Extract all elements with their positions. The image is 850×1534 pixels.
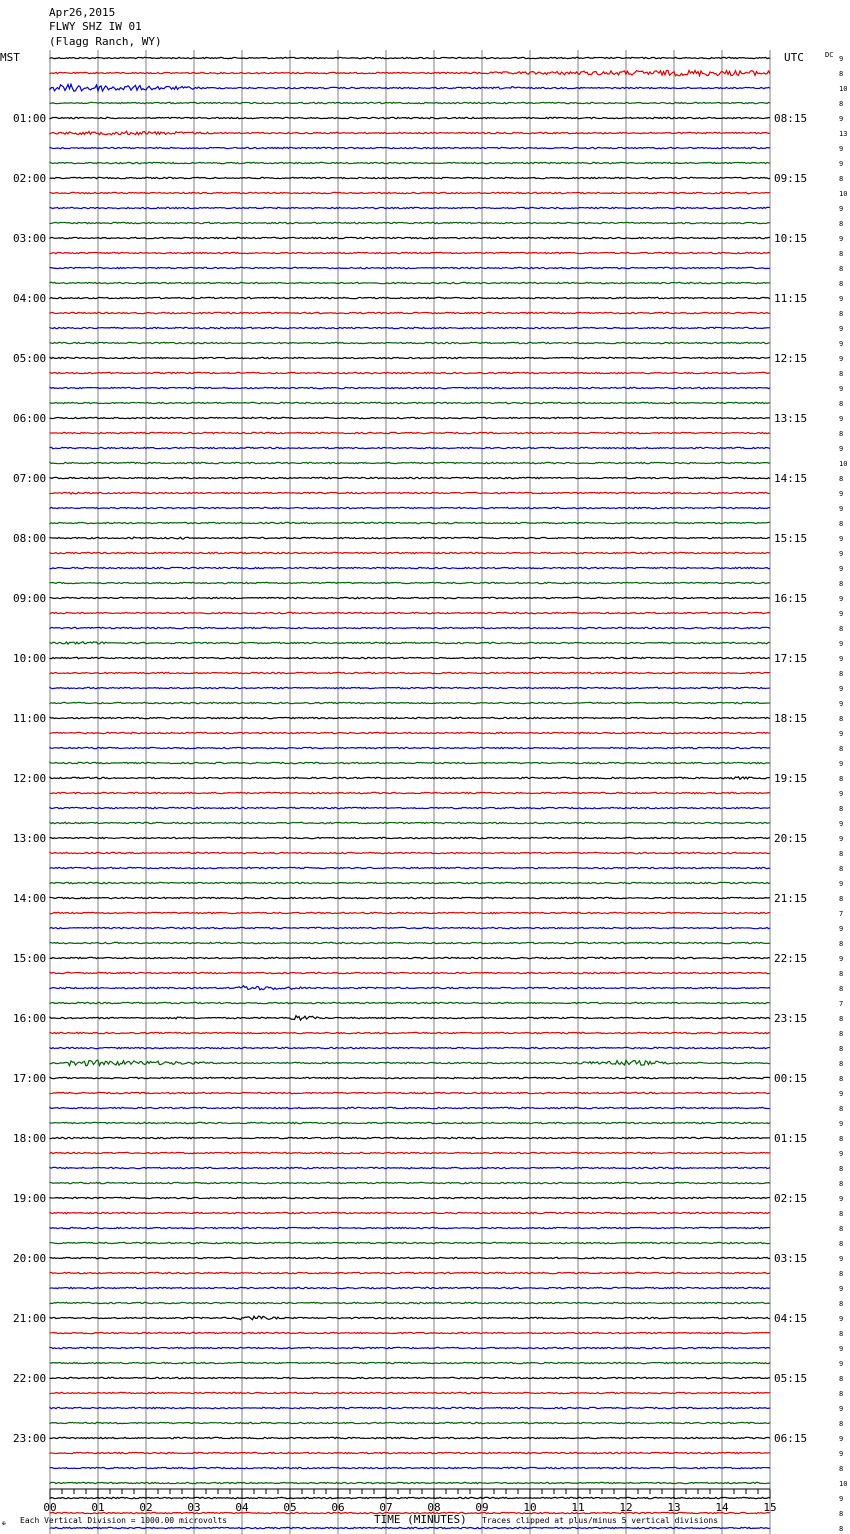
scale-value: 9 bbox=[839, 1450, 844, 1458]
right-hour-label: 05:15 bbox=[774, 1372, 808, 1385]
left-hour-label: 23:00 bbox=[13, 1432, 47, 1445]
right-hour-label: 19:15 bbox=[774, 772, 808, 785]
trace-line bbox=[50, 1092, 770, 1093]
trace-line bbox=[50, 837, 770, 838]
trace-line bbox=[50, 882, 770, 883]
trace-line bbox=[50, 552, 770, 553]
trace-line bbox=[50, 642, 770, 645]
scale-value: 9 bbox=[839, 835, 844, 843]
scale-value: 7 bbox=[839, 1000, 844, 1008]
header-station: FLWY SHZ IW 01 bbox=[49, 20, 142, 33]
right-hour-label: 04:15 bbox=[774, 1312, 808, 1325]
trace-line bbox=[50, 1197, 770, 1198]
dc-label: DC bbox=[825, 51, 834, 59]
scale-value: 8 bbox=[839, 70, 844, 78]
scale-value: 8 bbox=[839, 1075, 844, 1083]
x-tick-label: 14 bbox=[715, 1501, 729, 1514]
trace-line bbox=[50, 1077, 770, 1078]
trace-line bbox=[50, 912, 770, 913]
trace-line bbox=[50, 702, 770, 703]
trace-line bbox=[50, 267, 770, 268]
clip-note: Traces clipped at plus/minus 5 vertical divisions bbox=[482, 1516, 719, 1525]
x-tick-label: 13 bbox=[667, 1501, 681, 1514]
scale-value: 8 bbox=[839, 1210, 844, 1218]
trace-line bbox=[50, 852, 770, 853]
trace-line bbox=[50, 70, 770, 75]
scale-value: 9 bbox=[839, 385, 844, 393]
trace-line bbox=[50, 1152, 770, 1153]
scale-value: 8 bbox=[839, 1060, 844, 1068]
left-hour-label: 11:00 bbox=[13, 712, 47, 725]
trace-line bbox=[50, 1016, 770, 1020]
right-hour-label: 10:15 bbox=[774, 232, 808, 245]
trace-line bbox=[50, 1422, 770, 1423]
trace-line bbox=[50, 357, 770, 358]
vertical-division-note: Each Vertical Division = 1000.00 microvolts bbox=[20, 1516, 228, 1525]
left-hour-label: 13:00 bbox=[13, 832, 47, 845]
scale-value: 8 bbox=[839, 430, 844, 438]
right-hour-label: 21:15 bbox=[774, 892, 808, 905]
trace-line bbox=[50, 492, 770, 494]
left-hour-label: 10:00 bbox=[13, 652, 47, 665]
trace-line bbox=[50, 432, 770, 433]
left-hour-label: 02:00 bbox=[13, 172, 47, 185]
left-hour-label: 05:00 bbox=[13, 352, 47, 365]
x-axis bbox=[43, 1489, 776, 1514]
scale-value: 9 bbox=[839, 1255, 844, 1263]
scale-value: 8 bbox=[839, 1300, 844, 1308]
trace-line bbox=[50, 1227, 770, 1228]
trace-line bbox=[50, 1047, 770, 1048]
trace-line bbox=[50, 957, 770, 958]
trace-line bbox=[50, 1407, 770, 1408]
scale-value: 8 bbox=[839, 1225, 844, 1233]
scale-value: 8 bbox=[839, 625, 844, 633]
scale-value: 8 bbox=[839, 400, 844, 408]
x-tick-label: 06 bbox=[331, 1501, 345, 1514]
scale-value: 8 bbox=[839, 1375, 844, 1383]
x-tick-label: 09 bbox=[475, 1501, 489, 1514]
trace-line bbox=[50, 147, 770, 148]
right-hour-label: 22:15 bbox=[774, 952, 808, 965]
x-tick-label: 01 bbox=[91, 1501, 105, 1514]
trace-line bbox=[50, 1182, 770, 1183]
x-tick-label: 02 bbox=[139, 1501, 153, 1514]
trace-line bbox=[50, 282, 770, 283]
right-hour-label: 14:15 bbox=[774, 472, 808, 485]
scale-value: 9 bbox=[839, 490, 844, 498]
trace-line bbox=[50, 747, 770, 748]
trace-line bbox=[50, 57, 770, 58]
x-tick-label: 15 bbox=[763, 1501, 777, 1514]
trace-line bbox=[50, 582, 770, 583]
left-hour-label: 07:00 bbox=[13, 472, 47, 485]
header-location: (Flagg Ranch, WY) bbox=[49, 35, 162, 48]
scale-value: 8 bbox=[839, 940, 844, 948]
right-hour-label: 03:15 bbox=[774, 1252, 808, 1265]
trace-line bbox=[50, 1242, 770, 1243]
trace-line bbox=[50, 1002, 770, 1003]
trace-line bbox=[50, 627, 770, 628]
trace-line bbox=[50, 222, 770, 223]
x-tick-label: 12 bbox=[619, 1501, 633, 1514]
left-hour-label: 22:00 bbox=[13, 1372, 47, 1385]
header-date: Apr26,2015 bbox=[49, 6, 116, 19]
trace-line bbox=[50, 1452, 770, 1453]
scale-value: 8 bbox=[839, 250, 844, 258]
left-hour-label: 06:00 bbox=[13, 412, 47, 425]
scale-value: 8 bbox=[839, 1015, 844, 1023]
trace-line bbox=[50, 1316, 770, 1320]
scale-value: 9 bbox=[839, 760, 844, 768]
scale-value: 9 bbox=[839, 700, 844, 708]
scale-value: 8 bbox=[839, 970, 844, 978]
scale-value: 8 bbox=[839, 1180, 844, 1188]
trace-line bbox=[50, 192, 770, 193]
trace-line bbox=[50, 1302, 770, 1303]
scale-value: 9 bbox=[839, 115, 844, 123]
scale-value: 8 bbox=[839, 715, 844, 723]
left-hour-label: 03:00 bbox=[13, 232, 47, 245]
trace-line bbox=[50, 927, 770, 928]
trace-line bbox=[50, 986, 770, 990]
trace-line bbox=[50, 522, 770, 523]
trace-line bbox=[50, 1467, 770, 1468]
scale-value: 9 bbox=[839, 1495, 844, 1503]
right-hour-label: 20:15 bbox=[774, 832, 808, 845]
trace-line bbox=[50, 1060, 770, 1066]
scale-value: 8 bbox=[839, 1510, 844, 1518]
trace-line bbox=[50, 612, 770, 613]
scale-value: 13 bbox=[839, 130, 848, 138]
trace-line bbox=[50, 597, 770, 598]
left-hour-label: 01:00 bbox=[13, 112, 47, 125]
scale-value: 9 bbox=[839, 535, 844, 543]
scale-value: 8 bbox=[839, 1270, 844, 1278]
trace-line bbox=[50, 762, 770, 763]
trace-line bbox=[50, 1332, 770, 1333]
trace-line bbox=[50, 372, 770, 373]
trace-line bbox=[50, 717, 770, 718]
left-hour-label: 12:00 bbox=[13, 772, 47, 785]
scale-value: 9 bbox=[839, 1435, 844, 1443]
trace-line bbox=[50, 897, 770, 898]
trace-line bbox=[50, 1257, 770, 1258]
right-hour-label: 09:15 bbox=[774, 172, 808, 185]
scale-value: 8 bbox=[839, 475, 844, 483]
x-tick-label: 00 bbox=[43, 1501, 57, 1514]
trace-line bbox=[50, 84, 770, 91]
left-hour-label: 08:00 bbox=[13, 532, 47, 545]
left-hour-label: 15:00 bbox=[13, 952, 47, 965]
trace-line bbox=[50, 1212, 770, 1213]
scale-value: 9 bbox=[839, 820, 844, 828]
right-hour-label: 01:15 bbox=[774, 1132, 808, 1145]
right-hour-label: 00:15 bbox=[774, 1072, 808, 1085]
corner-mark: ✠ bbox=[2, 1520, 6, 1527]
trace-line bbox=[50, 1107, 770, 1108]
scale-value: 8 bbox=[839, 580, 844, 588]
scale-value: 8 bbox=[839, 1030, 844, 1038]
scale-value: 9 bbox=[839, 415, 844, 423]
trace-line bbox=[50, 237, 770, 238]
trace-line bbox=[50, 117, 770, 118]
scale-value: 8 bbox=[839, 1390, 844, 1398]
trace-line bbox=[50, 207, 770, 208]
scale-value: 8 bbox=[839, 1165, 844, 1173]
x-tick-label: 10 bbox=[523, 1501, 537, 1514]
scale-value: 8 bbox=[839, 1045, 844, 1053]
left-hour-label: 14:00 bbox=[13, 892, 47, 905]
scale-value: 9 bbox=[839, 1405, 844, 1413]
right-hour-label: 11:15 bbox=[774, 292, 808, 305]
trace-line bbox=[50, 252, 770, 253]
scale-value: 9 bbox=[839, 145, 844, 153]
left-hour-label: 19:00 bbox=[13, 1192, 47, 1205]
scale-value: 9 bbox=[839, 925, 844, 933]
right-hour-label: 16:15 bbox=[774, 592, 808, 605]
trace-line bbox=[50, 792, 770, 793]
scale-value: 7 bbox=[839, 910, 844, 918]
trace-line bbox=[50, 327, 770, 328]
trace-line bbox=[50, 1392, 770, 1393]
right-hour-label: 12:15 bbox=[774, 352, 808, 365]
scale-value: 9 bbox=[839, 340, 844, 348]
scale-value: 8 bbox=[839, 670, 844, 678]
scale-value: 9 bbox=[839, 610, 844, 618]
scale-value: 8 bbox=[839, 850, 844, 858]
scale-value: 8 bbox=[839, 805, 844, 813]
scale-value: 8 bbox=[839, 895, 844, 903]
scale-value: 8 bbox=[839, 175, 844, 183]
trace-line bbox=[50, 1167, 770, 1168]
scale-value: 9 bbox=[839, 1150, 844, 1158]
scale-value: 9 bbox=[839, 1195, 844, 1203]
left-hour-label: 20:00 bbox=[13, 1252, 47, 1265]
trace-line bbox=[50, 1482, 770, 1483]
scale-value: 9 bbox=[839, 295, 844, 303]
scale-value: 10 bbox=[839, 190, 848, 198]
trace-lines bbox=[50, 57, 770, 1534]
scale-value: 8 bbox=[839, 310, 844, 318]
trace-line bbox=[50, 1137, 770, 1138]
scale-value: 9 bbox=[839, 505, 844, 513]
scale-value: 9 bbox=[839, 1315, 844, 1323]
trace-line bbox=[50, 657, 770, 658]
trace-line bbox=[50, 402, 770, 403]
trace-line bbox=[50, 417, 770, 418]
scale-value: 8 bbox=[839, 1135, 844, 1143]
trace-line bbox=[50, 1362, 770, 1363]
left-hour-label: 18:00 bbox=[13, 1132, 47, 1145]
scale-value: 9 bbox=[839, 160, 844, 168]
trace-line bbox=[50, 942, 770, 943]
trace-line bbox=[50, 972, 770, 973]
scale-value: 10 bbox=[839, 1480, 848, 1488]
trace-line bbox=[50, 1377, 770, 1378]
right-timezone-label: UTC bbox=[784, 51, 804, 64]
scale-value: 8 bbox=[839, 775, 844, 783]
scale-value: 9 bbox=[839, 325, 844, 333]
scale-value: 8 bbox=[839, 985, 844, 993]
trace-line bbox=[50, 447, 770, 448]
trace-line bbox=[50, 1437, 770, 1438]
left-hour-label: 21:00 bbox=[13, 1312, 47, 1325]
scale-value: 8 bbox=[839, 865, 844, 873]
right-hour-label: 02:15 bbox=[774, 1192, 808, 1205]
scale-value: 9 bbox=[839, 565, 844, 573]
trace-line bbox=[50, 687, 770, 688]
scale-value: 8 bbox=[839, 1525, 844, 1533]
scale-value: 10 bbox=[839, 85, 848, 93]
scale-value: 8 bbox=[839, 370, 844, 378]
x-tick-label: 07 bbox=[379, 1501, 393, 1514]
scale-value: 9 bbox=[839, 1120, 844, 1128]
scale-value: 9 bbox=[839, 1345, 844, 1353]
scale-value: 9 bbox=[839, 955, 844, 963]
trace-line bbox=[50, 462, 770, 463]
trace-line bbox=[50, 102, 770, 103]
trace-line bbox=[50, 312, 770, 313]
x-tick-label: 05 bbox=[283, 1501, 297, 1514]
trace-line bbox=[50, 387, 770, 388]
x-tick-label: 08 bbox=[427, 1501, 441, 1514]
scale-value: 9 bbox=[839, 730, 844, 738]
left-hour-label: 09:00 bbox=[13, 592, 47, 605]
scale-value: 9 bbox=[839, 355, 844, 363]
right-hour-label: 18:15 bbox=[774, 712, 808, 725]
scale-value: 9 bbox=[839, 655, 844, 663]
scale-value: 10 bbox=[839, 460, 848, 468]
scale-value: 8 bbox=[839, 520, 844, 528]
trace-line bbox=[50, 732, 770, 733]
right-hour-label: 13:15 bbox=[774, 412, 808, 425]
trace-line bbox=[50, 131, 770, 135]
scale-value: 9 bbox=[839, 550, 844, 558]
trace-line bbox=[50, 1032, 770, 1033]
trace-line bbox=[50, 1272, 770, 1273]
right-hour-label: 17:15 bbox=[774, 652, 808, 665]
trace-line bbox=[50, 822, 770, 824]
scale-value: 8 bbox=[839, 265, 844, 273]
trace-line bbox=[50, 1347, 770, 1348]
left-hour-labels bbox=[13, 112, 46, 1445]
scale-value: 8 bbox=[839, 280, 844, 288]
scale-value: 8 bbox=[839, 1465, 844, 1473]
scale-value: 9 bbox=[839, 595, 844, 603]
trace-line bbox=[50, 1287, 770, 1288]
scale-value: 9 bbox=[839, 1090, 844, 1098]
right-hour-label: 15:15 bbox=[774, 532, 808, 545]
trace-line bbox=[50, 342, 770, 343]
x-tick-label: 03 bbox=[187, 1501, 201, 1514]
scale-value: 9 bbox=[839, 685, 844, 693]
scale-value: 9 bbox=[839, 790, 844, 798]
right-hour-label: 08:15 bbox=[774, 112, 808, 125]
trace-line bbox=[50, 807, 770, 808]
right-scale-values bbox=[839, 55, 847, 1534]
scale-value: 8 bbox=[839, 1420, 844, 1428]
scale-value: 9 bbox=[839, 1360, 844, 1368]
scale-value: 9 bbox=[839, 205, 844, 213]
scale-value: 8 bbox=[839, 745, 844, 753]
x-tick-label: 11 bbox=[571, 1501, 585, 1514]
left-hour-label: 04:00 bbox=[13, 292, 47, 305]
scale-value: 8 bbox=[839, 220, 844, 228]
scale-value: 9 bbox=[839, 1285, 844, 1293]
scale-value: 9 bbox=[839, 235, 844, 243]
scale-value: 8 bbox=[839, 1240, 844, 1248]
trace-line bbox=[50, 507, 770, 508]
left-hour-label: 16:00 bbox=[13, 1012, 47, 1025]
trace-line bbox=[50, 1497, 770, 1498]
trace-line bbox=[50, 672, 770, 673]
scale-value: 9 bbox=[839, 880, 844, 888]
right-hour-labels bbox=[774, 112, 807, 1445]
trace-line bbox=[50, 567, 770, 568]
trace-line bbox=[50, 177, 770, 178]
scale-value: 8 bbox=[839, 1330, 844, 1338]
trace-line bbox=[50, 162, 770, 163]
trace-line bbox=[50, 477, 770, 478]
trace-line bbox=[50, 1122, 770, 1123]
trace-line bbox=[50, 297, 770, 298]
left-hour-label: 17:00 bbox=[13, 1072, 47, 1085]
trace-line bbox=[50, 777, 770, 780]
scale-value: 8 bbox=[839, 100, 844, 108]
trace-line bbox=[50, 867, 770, 868]
scale-value: 9 bbox=[839, 55, 844, 63]
left-timezone-label: MST bbox=[0, 51, 20, 64]
right-hour-label: 23:15 bbox=[774, 1012, 808, 1025]
right-hour-label: 06:15 bbox=[774, 1432, 808, 1445]
scale-value: 9 bbox=[839, 640, 844, 648]
x-tick-label: 04 bbox=[235, 1501, 249, 1514]
x-axis-label: TIME (MINUTES) bbox=[374, 1513, 467, 1526]
scale-value: 9 bbox=[839, 445, 844, 453]
trace-line bbox=[50, 537, 770, 539]
trace-line bbox=[50, 1527, 770, 1528]
scale-value: 8 bbox=[839, 1105, 844, 1113]
